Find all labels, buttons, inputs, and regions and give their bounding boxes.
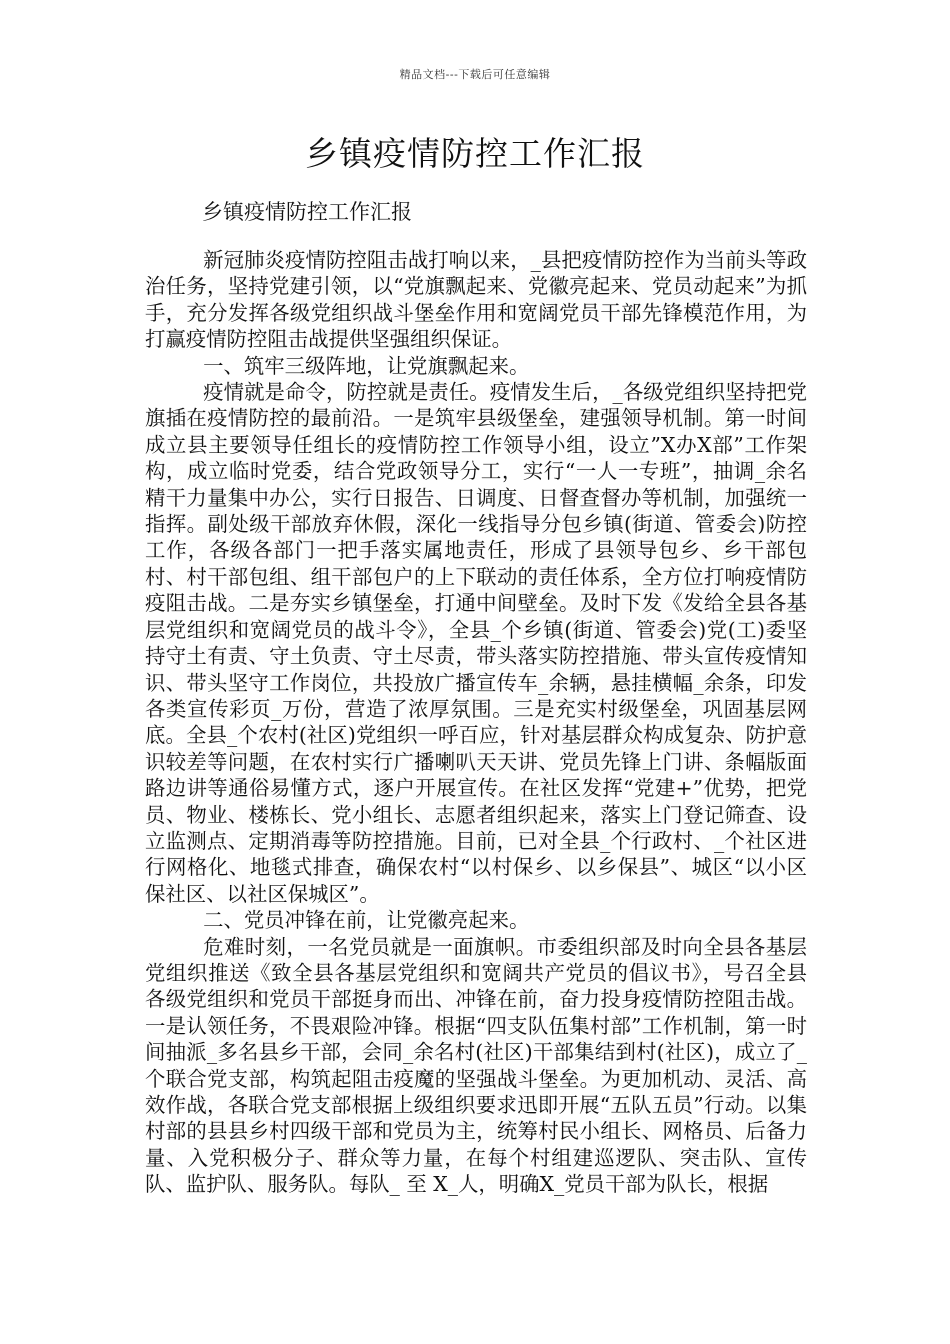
document-title: 乡镇疫情防控工作汇报 [305,134,645,173]
document-subtitle: 乡镇疫情防控工作汇报 [202,200,412,224]
section-heading-2: 二、党员冲锋在前，让党徽亮起来。 [203,908,530,933]
intro-paragraph: 新冠肺炎疫情防控阻击战打响以来，_县把疫情防控作为当前头等政治任务，坚持党建引领，以“党旗飘起来、党徽亮起来、党员动起来”为抓手，充分发挥各级党组织战斗堡垒作用和宽阔党员干部先锋模范作用，为打赢疫情防控阻击战提供坚强组织保证。 [145,248,807,352]
document-body [145,247,807,1198]
page-header-note: 精品文档---下载后可任意编辑 [399,68,551,81]
section-2-paragraph: 危难时刻，一名党员就是一面旗帜。市委组织部及时向全县各基层党组织推送《致全县各基层党组织和宽阔共产党员的倡议书》，号召全县各级党组织和党员干部挺身而出、冲锋在前，奋力投身疫情防控阻击战。一是认领任务，不畏艰险冲锋。根据“四支队伍集村部”工作机制，第一时间抽派_多名县乡干部，会同_余名村(社区)干部集结到村(社区)，成立了_个联合党支部，构筑起阻击疫魔的坚强战斗堡垒。为更加机动、灵活、高效作战，各联合党支部根据上级组织要求迅即开展“五队五员”行动。以集村部的县县乡村四级干部和党员为主，统筹村民小组长、网格员、后备力量、入党积极分子、群众等力量，在每个村组建巡逻队、突击队、宣传队、监护队、服务队。每队_ 至 X_人，明确X_党员干部为队长，根据 [145,934,807,1197]
section-heading-1: 一、筑牢三级阵地，让党旗飘起来。 [203,353,530,378]
section-1-paragraph: 疫情就是命令，防控就是责任。疫情发生后，_各级党组织坚持把党旗插在疫情防控的最前沿。一是筑牢县级堡垒，建强领导机制。第一时间成立县主要领导任组长的疫情防控工作领导小组，设立”X办X部”工作架构，成立临时党委，结合党政领导分工，实行“一人一专班”，抽调_余名精干力量集中办公，实行日报告、日调度、日督查督办等机制，加强统一指挥。副处级干部放弃休假，深化一线指导分包乡镇(街道、管委会)防控工作，各级各部门一把手落实属地责任，形成了县领导包乡、乡干部包村、村干部包组、组干部包户的上下联动的责任体系，全方位打响疫情防疫阻击战。二是夯实乡镇堡垒，打通中间壁垒。及时下发《发给全县各基层党组织和宽阔党员的战斗令》，全县_个乡镇(街道、管委会)党(工)委坚持守土有责、守土负责、守土尽责，带头落实防控措施、带头宣传疫情知识、带头坚守工作岗位，共投放广播宣传车_余辆，悬挂横幅_余条，印发各类宣传彩页_万份，营造了浓厚氛围。三是充实村级堡垒，巩固基层网底。全县_个农村(社区)党组织一呼百应，针对基层群众构成复杂、防护意识较差等问题，在农村实行广播喇叭天天讲、党员先锋上门讲、条幅版面路边讲等通俗易懂方式，逐户开展宣传。在社区发挥“党建+”优势，把党员、物业、楼栋长、党小组长、志愿者组织起来，落实上门登记筛查、设立监测点、定期消毒等防控措施。目前，已对全县_个行政村、_个社区进行网格化、地毯式排查，确保农村“以村保乡、以乡保县”、城区“以小区保社区、以社区保城区”。 [145,380,807,906]
